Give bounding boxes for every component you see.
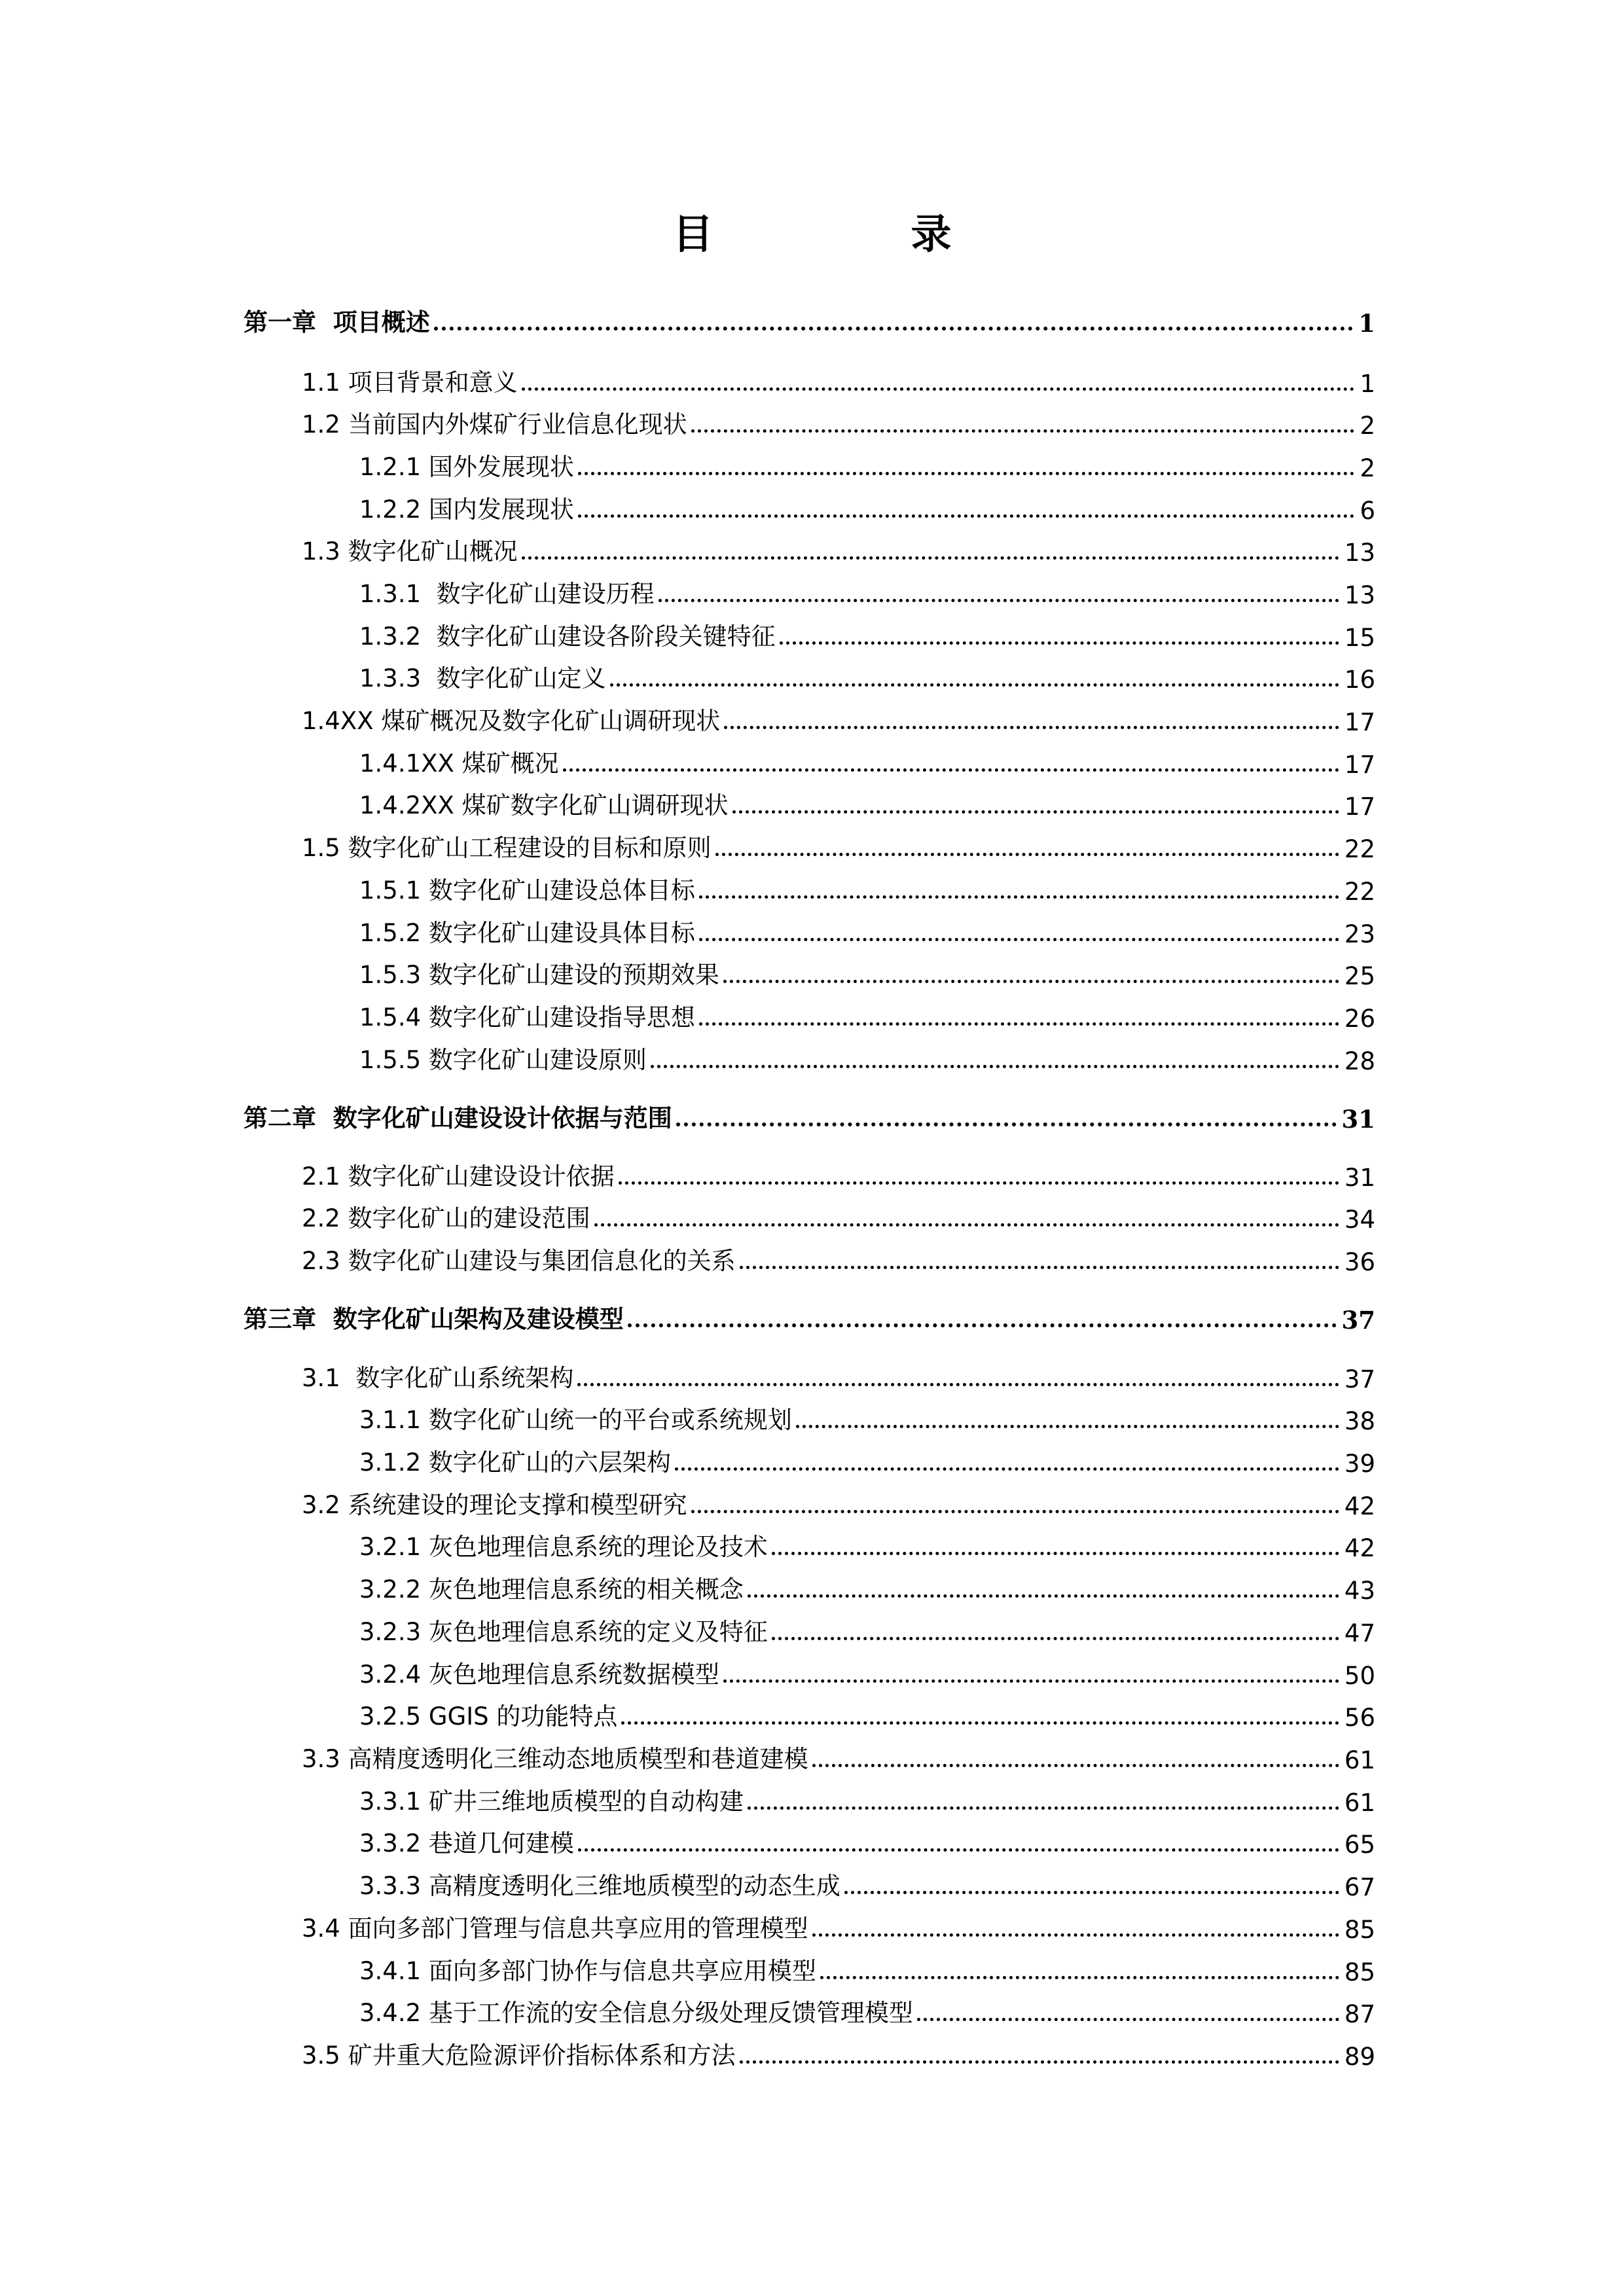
toc-entry-label: 3.5 矿井重大危险源评价指标体系和方法 xyxy=(302,2041,736,2070)
toc-dot-leader xyxy=(772,1637,1339,1640)
toc-entry[interactable] xyxy=(359,1523,1375,1562)
toc-entry-label: 1.3.1 数字化矿山建设历程 xyxy=(359,580,655,608)
toc-dot-leader xyxy=(917,2018,1339,2021)
toc-dot-leader xyxy=(812,1933,1339,1937)
toc-entry[interactable] xyxy=(302,359,1375,398)
toc-entry[interactable] xyxy=(359,1396,1375,1435)
toc-entry[interactable] xyxy=(302,2032,1375,2071)
toc-entry-page-number: 17 xyxy=(1344,751,1375,779)
toc-entry-page-number: 85 xyxy=(1344,1958,1375,1986)
toc-entry[interactable] xyxy=(302,1194,1375,1234)
toc-entry-label: 1.5.1 数字化矿山建设总体目标 xyxy=(359,876,695,905)
toc-entry-page-number: 23 xyxy=(1344,920,1375,948)
toc-entry-page-number: 1 xyxy=(1358,309,1375,338)
toc-entry-page-number: 38 xyxy=(1344,1407,1375,1435)
toc-entry-label: 2.1 数字化矿山建设设计依据 xyxy=(302,1162,615,1191)
toc-entry-page-number: 2 xyxy=(1360,454,1375,482)
toc-entry-page-number: 43 xyxy=(1344,1577,1375,1605)
toc-entry-label: 3.2.1 灰色地理信息系统的理论及技术 xyxy=(359,1533,768,1561)
toc-dot-leader xyxy=(522,556,1339,560)
toc-dot-leader xyxy=(621,1721,1339,1725)
toc-dot-leader xyxy=(820,1976,1339,1979)
toc-entry-page-number: 17 xyxy=(1344,708,1375,736)
toc-entry-page-number: 61 xyxy=(1344,1789,1375,1817)
toc-dot-leader xyxy=(732,810,1339,814)
toc-entry[interactable] xyxy=(244,1295,1375,1335)
toc-entry-page-number: 26 xyxy=(1344,1005,1375,1033)
toc-entry-label: 1.1 项目背景和意义 xyxy=(302,368,518,397)
toc-dot-leader xyxy=(578,472,1355,475)
toc-entry[interactable] xyxy=(359,613,1375,652)
toc-entry[interactable] xyxy=(302,697,1375,736)
toc-dot-leader xyxy=(844,1891,1339,1894)
toc-entry[interactable] xyxy=(359,443,1375,482)
toc-entry[interactable] xyxy=(359,1989,1375,2028)
toc-entry[interactable] xyxy=(359,1820,1375,1859)
toc-entry-label: 2.3 数字化矿山建设与集团信息化的关系 xyxy=(302,1247,736,1275)
toc-entry-page-number: 67 xyxy=(1344,1873,1375,1901)
toc-entry-page-number: 39 xyxy=(1344,1450,1375,1478)
toc-entry-label: 1.5.5 数字化矿山建设原则 xyxy=(359,1046,647,1074)
toc-entry-label: 1.4.2XX 煤矿数字化矿山调研现状 xyxy=(359,791,729,819)
toc-dot-leader xyxy=(748,1806,1339,1810)
toc-dot-leader xyxy=(796,1425,1339,1428)
toc-entry-page-number: 22 xyxy=(1344,878,1375,906)
toc-dot-leader xyxy=(577,1383,1339,1386)
toc-entry-page-number: 61 xyxy=(1344,1746,1375,1774)
toc-entry-page-number: 42 xyxy=(1344,1534,1375,1562)
toc-dot-leader xyxy=(699,895,1339,899)
toc-dot-leader xyxy=(619,1181,1339,1185)
toc-entry-page-number: 36 xyxy=(1344,1248,1375,1276)
toc-entry-page-number: 2 xyxy=(1360,412,1375,440)
toc-entry[interactable] xyxy=(359,909,1375,948)
toc-entry-label: 3.2.3 灰色地理信息系统的定义及特征 xyxy=(359,1618,768,1646)
toc-entry-page-number: 15 xyxy=(1344,624,1375,652)
toc-entry-label: 1.5.2 数字化矿山建设具体目标 xyxy=(359,919,695,947)
toc-dot-leader xyxy=(675,1467,1339,1471)
toc-dot-leader xyxy=(723,1679,1339,1683)
toc-entry[interactable] xyxy=(359,655,1375,694)
toc-entry-label: 3.2 系统建设的理论支撑和模型研究 xyxy=(302,1491,687,1519)
toc-entry-label: 3.3.2 巷道几何建模 xyxy=(359,1829,574,1857)
toc-entry-label: 第二章 数字化矿山建设设计依据与范围 xyxy=(244,1103,672,1132)
toc-entry-label: 3.1.1 数字化矿山统一的平台或系统规划 xyxy=(359,1406,792,1434)
toc-entry-label: 1.4XX 煤矿概况及数字化矿山调研现状 xyxy=(302,707,721,735)
toc-entry[interactable] xyxy=(359,486,1375,525)
toc-entry-label: 1.2 当前国内外煤矿行业信息化现状 xyxy=(302,410,687,439)
toc-dot-leader xyxy=(628,1323,1337,1327)
toc-entry[interactable] xyxy=(359,781,1375,821)
toc-entry-label: 3.1.2 数字化矿山的六层架构 xyxy=(359,1448,671,1477)
toc-entry-page-number: 17 xyxy=(1344,793,1375,821)
toc-entry[interactable] xyxy=(359,570,1375,609)
toc-dot-leader xyxy=(578,514,1355,518)
toc-entry[interactable] xyxy=(359,1608,1375,1647)
toc-entry[interactable] xyxy=(359,1439,1375,1478)
toc-dot-leader xyxy=(715,853,1339,856)
toc-entry-label: 3.3.3 高精度透明化三维地质模型的动态生成 xyxy=(359,1872,840,1900)
toc-dot-leader xyxy=(610,683,1339,687)
toc-entry-page-number: 13 xyxy=(1344,581,1375,609)
toc-entry[interactable] xyxy=(302,1735,1375,1774)
toc-entry-page-number: 85 xyxy=(1344,1916,1375,1944)
toc-entry-page-number: 16 xyxy=(1344,666,1375,694)
toc-dot-leader xyxy=(740,2060,1339,2064)
toc-dot-leader xyxy=(659,599,1339,602)
toc-entry[interactable] xyxy=(244,1094,1375,1134)
toc-dot-leader xyxy=(434,327,1353,331)
toc-entry[interactable] xyxy=(302,1153,1375,1192)
toc-entry[interactable] xyxy=(302,528,1375,567)
toc-entry[interactable] xyxy=(359,1947,1375,1986)
toc-entry-page-number: 47 xyxy=(1344,1619,1375,1647)
toc-entry-page-number: 6 xyxy=(1360,497,1375,525)
toc-entry-page-number: 25 xyxy=(1344,962,1375,990)
toc-entry[interactable] xyxy=(302,401,1375,440)
toc-entry[interactable] xyxy=(302,1237,1375,1276)
toc-entry-label: 2.2 数字化矿山的建设范围 xyxy=(302,1204,590,1232)
toc-dot-leader xyxy=(740,1266,1339,1269)
toc-entry-label: 1.2.2 国内发展现状 xyxy=(359,495,574,524)
toc-entry-label: 1.5 数字化矿山工程建设的目标和原则 xyxy=(302,834,712,862)
toc-entry[interactable] xyxy=(359,1862,1375,1901)
toc-entry-label: 1.3 数字化矿山概况 xyxy=(302,537,518,565)
toc-entry-label: 第三章 数字化矿山架构及建设模型 xyxy=(244,1304,624,1333)
toc-entry-label: 1.5.3 数字化矿山建设的预期效果 xyxy=(359,961,719,989)
toc-entry[interactable] xyxy=(359,1566,1375,1605)
toc-dot-leader xyxy=(691,429,1355,433)
toc-dot-leader xyxy=(691,1510,1339,1513)
toc-entry-page-number: 42 xyxy=(1344,1492,1375,1520)
toc-dot-leader xyxy=(780,641,1339,645)
toc-entry[interactable] xyxy=(359,951,1375,990)
toc-title: 目 录 xyxy=(672,210,1030,258)
toc-entry-label: 3.4 面向多部门管理与信息共享应用的管理模型 xyxy=(302,1914,808,1943)
toc-entry[interactable] xyxy=(302,1354,1375,1393)
toc-dot-leader xyxy=(772,1552,1339,1555)
toc-entry-page-number: 37 xyxy=(1344,1365,1375,1393)
toc-entry-page-number: 13 xyxy=(1344,539,1375,567)
toc-entry[interactable] xyxy=(359,740,1375,779)
toc-dot-leader xyxy=(522,387,1355,391)
toc-entry-label: 1.5.4 数字化矿山建设指导思想 xyxy=(359,1003,695,1031)
toc-entry[interactable] xyxy=(359,1693,1375,1732)
toc-entry-label: 3.2.2 灰色地理信息系统的相关概念 xyxy=(359,1575,744,1604)
toc-entry[interactable] xyxy=(302,1481,1375,1520)
toc-dot-leader xyxy=(578,1848,1339,1852)
toc-entry-label: 3.4.1 面向多部门协作与信息共享应用模型 xyxy=(359,1957,816,1985)
toc-entry-page-number: 56 xyxy=(1344,1704,1375,1732)
toc-dot-leader xyxy=(594,1223,1339,1227)
toc-entry-page-number: 22 xyxy=(1344,835,1375,863)
toc-entry[interactable] xyxy=(359,1651,1375,1690)
toc-entry-label: 3.2.4 灰色地理信息系统数据模型 xyxy=(359,1660,719,1689)
toc-entry-label: 3.3.1 矿井三维地质模型的自动构建 xyxy=(359,1787,744,1816)
toc-entry-label: 第一章 项目概述 xyxy=(244,308,430,336)
toc-entry-label: 3.1 数字化矿山系统架构 xyxy=(302,1364,574,1392)
toc-entry[interactable] xyxy=(302,824,1375,863)
toc-entry[interactable] xyxy=(359,1036,1375,1075)
toc-entry-page-number: 87 xyxy=(1344,2000,1375,2028)
toc-entry-page-number: 34 xyxy=(1344,1206,1375,1234)
toc-entry-label: 1.3.2 数字化矿山建设各阶段关键特征 xyxy=(359,622,776,651)
toc-entry-page-number: 37 xyxy=(1341,1306,1375,1335)
toc-entry[interactable] xyxy=(359,1778,1375,1817)
toc-entry[interactable] xyxy=(244,298,1375,338)
toc-dot-leader xyxy=(699,938,1339,941)
toc-entry-label: 1.2.1 国外发展现状 xyxy=(359,453,574,481)
toc-entry-page-number: 31 xyxy=(1344,1164,1375,1192)
toc-entry-label: 3.3 高精度透明化三维动态地质模型和巷道建模 xyxy=(302,1745,808,1773)
toc-dot-leader xyxy=(676,1122,1337,1126)
toc-entry-page-number: 89 xyxy=(1344,2043,1375,2071)
toc-entry-label: 3.4.2 基于工作流的安全信息分级处理反馈管理模型 xyxy=(359,1999,913,2027)
toc-entry-label: 1.4.1XX 煤矿概况 xyxy=(359,749,559,778)
toc-entry-page-number: 28 xyxy=(1344,1047,1375,1075)
toc-dot-leader xyxy=(723,980,1339,983)
toc-dot-leader xyxy=(812,1764,1339,1767)
toc-entry[interactable] xyxy=(302,1905,1375,1944)
toc-entry-label: 3.2.5 GGIS 的功能特点 xyxy=(359,1702,618,1731)
toc-entry-page-number: 65 xyxy=(1344,1831,1375,1859)
toc-entry-label: 1.3.3 数字化矿山定义 xyxy=(359,664,606,692)
toc-entry[interactable] xyxy=(359,994,1375,1033)
toc-dot-leader xyxy=(699,1022,1339,1026)
toc-entry-page-number: 1 xyxy=(1360,370,1375,398)
toc-dot-leader xyxy=(748,1594,1339,1598)
toc-entry-page-number: 31 xyxy=(1341,1105,1375,1134)
toc-entry-page-number: 50 xyxy=(1344,1662,1375,1690)
toc-entry[interactable] xyxy=(359,867,1375,906)
toc-dot-leader xyxy=(651,1065,1339,1068)
toc-dot-leader xyxy=(563,768,1339,772)
toc-dot-leader xyxy=(724,726,1339,729)
